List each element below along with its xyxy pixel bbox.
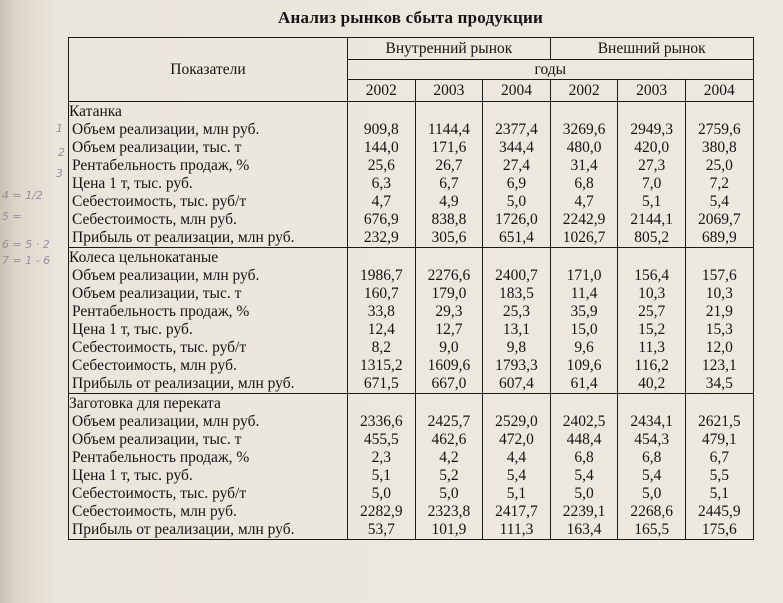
value-cell: 34,5 [685, 375, 753, 394]
value-cell: 344,4 [483, 139, 551, 157]
year-header: 2002 [550, 80, 618, 102]
indicator-label: Рентабельность продаж, % [69, 449, 348, 467]
value-cell: 4,7 [348, 193, 416, 211]
value-cell: 25,3 [483, 303, 551, 321]
value-cell: 420,0 [618, 139, 686, 157]
value-cell: 6,9 [483, 175, 551, 193]
value-cell: 6,3 [348, 175, 416, 193]
value-cell: 2069,7 [685, 211, 753, 229]
value-cell: 232,9 [348, 229, 416, 248]
value-cell: 671,5 [348, 375, 416, 394]
value-cell: 2529,0 [483, 413, 551, 431]
document-title: Анализ рынков сбыта продукции [278, 8, 543, 27]
margin-note: 5 = [2, 210, 22, 223]
table-header [69, 38, 754, 102]
domestic-market-header: Внутренний рынок [348, 38, 551, 60]
value-cell: 61,4 [550, 375, 618, 394]
value-cell: 26,7 [415, 157, 483, 175]
value-cell: 1793,3 [483, 357, 551, 375]
indicator-label: Себестоимость, тыс. руб/т [69, 485, 348, 503]
empty-cell [415, 394, 483, 414]
value-cell: 157,6 [685, 267, 753, 285]
value-cell: 40,2 [618, 375, 686, 394]
value-cell: 2949,3 [618, 121, 686, 139]
value-cell: 2242,9 [550, 211, 618, 229]
value-cell: 171,6 [415, 139, 483, 157]
indicator-label: Себестоимость, тыс. руб/т [69, 339, 348, 357]
value-cell: 2434,1 [618, 413, 686, 431]
empty-cell [685, 102, 753, 122]
value-cell: 676,9 [348, 211, 416, 229]
margin-note: 2 [58, 146, 65, 159]
value-cell: 1315,2 [348, 357, 416, 375]
empty-cell [415, 248, 483, 268]
years-header: годы [348, 60, 754, 80]
value-cell: 25,6 [348, 157, 416, 175]
table-row [69, 339, 754, 357]
value-cell: 27,3 [618, 157, 686, 175]
value-cell: 5,4 [618, 467, 686, 485]
value-cell: 838,8 [415, 211, 483, 229]
value-cell: 8,2 [348, 339, 416, 357]
table-row [69, 285, 754, 303]
margin-note: 3 [56, 167, 63, 180]
value-cell: 9,6 [550, 339, 618, 357]
value-cell: 1609,6 [415, 357, 483, 375]
empty-cell [415, 102, 483, 122]
value-cell: 4,4 [483, 449, 551, 467]
empty-cell [348, 102, 416, 122]
section-title-row [69, 248, 754, 268]
value-cell: 5,4 [685, 193, 753, 211]
year-header: 2003 [415, 80, 483, 102]
value-cell: 2759,6 [685, 121, 753, 139]
value-cell: 5,0 [348, 485, 416, 503]
value-cell: 4,9 [415, 193, 483, 211]
value-cell: 5,0 [415, 485, 483, 503]
section-title-row [69, 102, 754, 122]
empty-cell [348, 394, 416, 414]
indicator-label: Объем реализации, тыс. т [69, 431, 348, 449]
value-cell: 5,2 [415, 467, 483, 485]
value-cell: 472,0 [483, 431, 551, 449]
value-cell: 15,3 [685, 321, 753, 339]
value-cell: 7,2 [685, 175, 753, 193]
value-cell: 2377,4 [483, 121, 551, 139]
value-cell: 5,4 [550, 467, 618, 485]
value-cell: 2425,7 [415, 413, 483, 431]
value-cell: 163,4 [550, 521, 618, 540]
empty-cell [483, 102, 551, 122]
value-cell: 5,5 [685, 467, 753, 485]
value-cell: 2445,9 [685, 503, 753, 521]
indicator-label: Объем реализации, млн руб. [69, 121, 348, 139]
indicator-label: Объем реализации, млн руб. [69, 267, 348, 285]
value-cell: 5,1 [618, 193, 686, 211]
value-cell: 305,6 [415, 229, 483, 248]
value-cell: 53,7 [348, 521, 416, 540]
value-cell: 909,8 [348, 121, 416, 139]
value-cell: 171,0 [550, 267, 618, 285]
value-cell: 179,0 [415, 285, 483, 303]
value-cell: 6,8 [550, 175, 618, 193]
value-cell: 27,4 [483, 157, 551, 175]
value-cell: 165,5 [618, 521, 686, 540]
indicator-label: Рентабельность продаж, % [69, 157, 348, 175]
year-header: 2004 [483, 80, 551, 102]
empty-cell [618, 394, 686, 414]
value-cell: 25,7 [618, 303, 686, 321]
value-cell: 35,9 [550, 303, 618, 321]
value-cell: 101,9 [415, 521, 483, 540]
value-cell: 4,2 [415, 449, 483, 467]
value-cell: 11,4 [550, 285, 618, 303]
year-header: 2003 [618, 80, 686, 102]
value-cell: 6,7 [685, 449, 753, 467]
empty-cell [685, 248, 753, 268]
value-cell: 111,3 [483, 521, 551, 540]
value-cell: 455,5 [348, 431, 416, 449]
value-cell: 175,6 [685, 521, 753, 540]
value-cell: 33,8 [348, 303, 416, 321]
table-row [69, 211, 754, 229]
indicator-label: Прибыль от реализации, млн руб. [69, 521, 348, 540]
value-cell: 380,8 [685, 139, 753, 157]
table-row [69, 449, 754, 467]
section-title: Заготовка для переката [69, 394, 348, 414]
value-cell: 454,3 [618, 431, 686, 449]
indicator-label: Прибыль от реализации, млн руб. [69, 229, 348, 248]
table-row [69, 157, 754, 175]
value-cell: 5,1 [348, 467, 416, 485]
value-cell: 12,7 [415, 321, 483, 339]
table-row [69, 503, 754, 521]
empty-cell [348, 248, 416, 268]
value-cell: 2336,6 [348, 413, 416, 431]
table-row [69, 413, 754, 431]
table-row [69, 229, 754, 248]
year-header: 2002 [348, 80, 416, 102]
table-row [69, 303, 754, 321]
value-cell: 6,7 [415, 175, 483, 193]
table-row [69, 121, 754, 139]
margin-note: 4 = 1/2 [2, 189, 43, 202]
indicator-label: Себестоимость, млн руб. [69, 211, 348, 229]
value-cell: 805,2 [618, 229, 686, 248]
value-cell: 9,0 [415, 339, 483, 357]
table-section [69, 394, 754, 540]
value-cell: 3269,6 [550, 121, 618, 139]
value-cell: 12,0 [685, 339, 753, 357]
value-cell: 479,1 [685, 431, 753, 449]
table-row [69, 267, 754, 285]
section-title-row [69, 394, 754, 414]
value-cell: 5,1 [483, 485, 551, 503]
margin-note: 6 = 5 · 2 [2, 238, 50, 251]
indicator-label: Объем реализации, млн руб. [69, 413, 348, 431]
value-cell: 13,1 [483, 321, 551, 339]
value-cell: 6,8 [550, 449, 618, 467]
value-cell: 183,5 [483, 285, 551, 303]
empty-cell [550, 248, 618, 268]
indicator-label: Объем реализации, тыс. т [69, 285, 348, 303]
indicators-header: Показатели [69, 38, 348, 102]
value-cell: 462,6 [415, 431, 483, 449]
margin-note: 7 = 1 - 6 [2, 254, 51, 267]
value-cell: 10,3 [685, 285, 753, 303]
indicator-label: Рентабельность продаж, % [69, 303, 348, 321]
table-row [69, 321, 754, 339]
value-cell: 7,0 [618, 175, 686, 193]
indicator-label: Себестоимость, млн руб. [69, 357, 348, 375]
value-cell: 1726,0 [483, 211, 551, 229]
value-cell: 2282,9 [348, 503, 416, 521]
table-row [69, 139, 754, 157]
margin-note: 1 [56, 122, 63, 135]
indicator-label: Себестоимость, тыс. руб/т [69, 193, 348, 211]
value-cell: 2268,6 [618, 503, 686, 521]
table-row [69, 467, 754, 485]
value-cell: 4,7 [550, 193, 618, 211]
table-section [69, 102, 754, 248]
value-cell: 25,0 [685, 157, 753, 175]
value-cell: 9,8 [483, 339, 551, 357]
indicator-label: Себестоимость, млн руб. [69, 503, 348, 521]
value-cell: 5,0 [483, 193, 551, 211]
empty-cell [483, 394, 551, 414]
value-cell: 651,4 [483, 229, 551, 248]
table-row [69, 375, 754, 394]
value-cell: 667,0 [415, 375, 483, 394]
table-row [69, 485, 754, 503]
value-cell: 15,2 [618, 321, 686, 339]
value-cell: 5,0 [618, 485, 686, 503]
value-cell: 2323,8 [415, 503, 483, 521]
table-row [69, 175, 754, 193]
value-cell: 1026,7 [550, 229, 618, 248]
value-cell: 2276,6 [415, 267, 483, 285]
value-cell: 689,9 [685, 229, 753, 248]
value-cell: 109,6 [550, 357, 618, 375]
section-title: Катанка [69, 102, 348, 122]
value-cell: 2,3 [348, 449, 416, 467]
empty-cell [618, 102, 686, 122]
value-cell: 29,3 [415, 303, 483, 321]
value-cell: 2402,5 [550, 413, 618, 431]
value-cell: 10,3 [618, 285, 686, 303]
value-cell: 1986,7 [348, 267, 416, 285]
value-cell: 2621,5 [685, 413, 753, 431]
value-cell: 21,9 [685, 303, 753, 321]
value-cell: 123,1 [685, 357, 753, 375]
value-cell: 11,3 [618, 339, 686, 357]
value-cell: 31,4 [550, 157, 618, 175]
value-cell: 1144,4 [415, 121, 483, 139]
empty-cell [550, 394, 618, 414]
indicator-label: Цена 1 т, тыс. руб. [69, 175, 348, 193]
value-cell: 6,8 [618, 449, 686, 467]
value-cell: 12,4 [348, 321, 416, 339]
value-cell: 116,2 [618, 357, 686, 375]
empty-cell [618, 248, 686, 268]
value-cell: 2239,1 [550, 503, 618, 521]
value-cell: 2144,1 [618, 211, 686, 229]
table-row [69, 193, 754, 211]
section-title: Колеса цельнокатаные [69, 248, 348, 268]
market-analysis-table [68, 37, 754, 540]
value-cell: 5,1 [685, 485, 753, 503]
indicator-label: Цена 1 т, тыс. руб. [69, 467, 348, 485]
table-row [69, 431, 754, 449]
empty-cell [685, 394, 753, 414]
value-cell: 5,0 [550, 485, 618, 503]
table-section [69, 248, 754, 394]
value-cell: 448,4 [550, 431, 618, 449]
value-cell: 5,4 [483, 467, 551, 485]
value-cell: 2417,7 [483, 503, 551, 521]
value-cell: 480,0 [550, 139, 618, 157]
table-row [69, 357, 754, 375]
year-header: 2004 [685, 80, 753, 102]
indicator-label: Цена 1 т, тыс. руб. [69, 321, 348, 339]
indicator-label: Объем реализации, тыс. т [69, 139, 348, 157]
indicator-label: Прибыль от реализации, млн руб. [69, 375, 348, 394]
value-cell: 160,7 [348, 285, 416, 303]
empty-cell [550, 102, 618, 122]
empty-cell [483, 248, 551, 268]
value-cell: 15,0 [550, 321, 618, 339]
foreign-market-header: Внешний рынок [550, 38, 753, 60]
value-cell: 144,0 [348, 139, 416, 157]
value-cell: 156,4 [618, 267, 686, 285]
value-cell: 2400,7 [483, 267, 551, 285]
table-row [69, 521, 754, 540]
value-cell: 607,4 [483, 375, 551, 394]
